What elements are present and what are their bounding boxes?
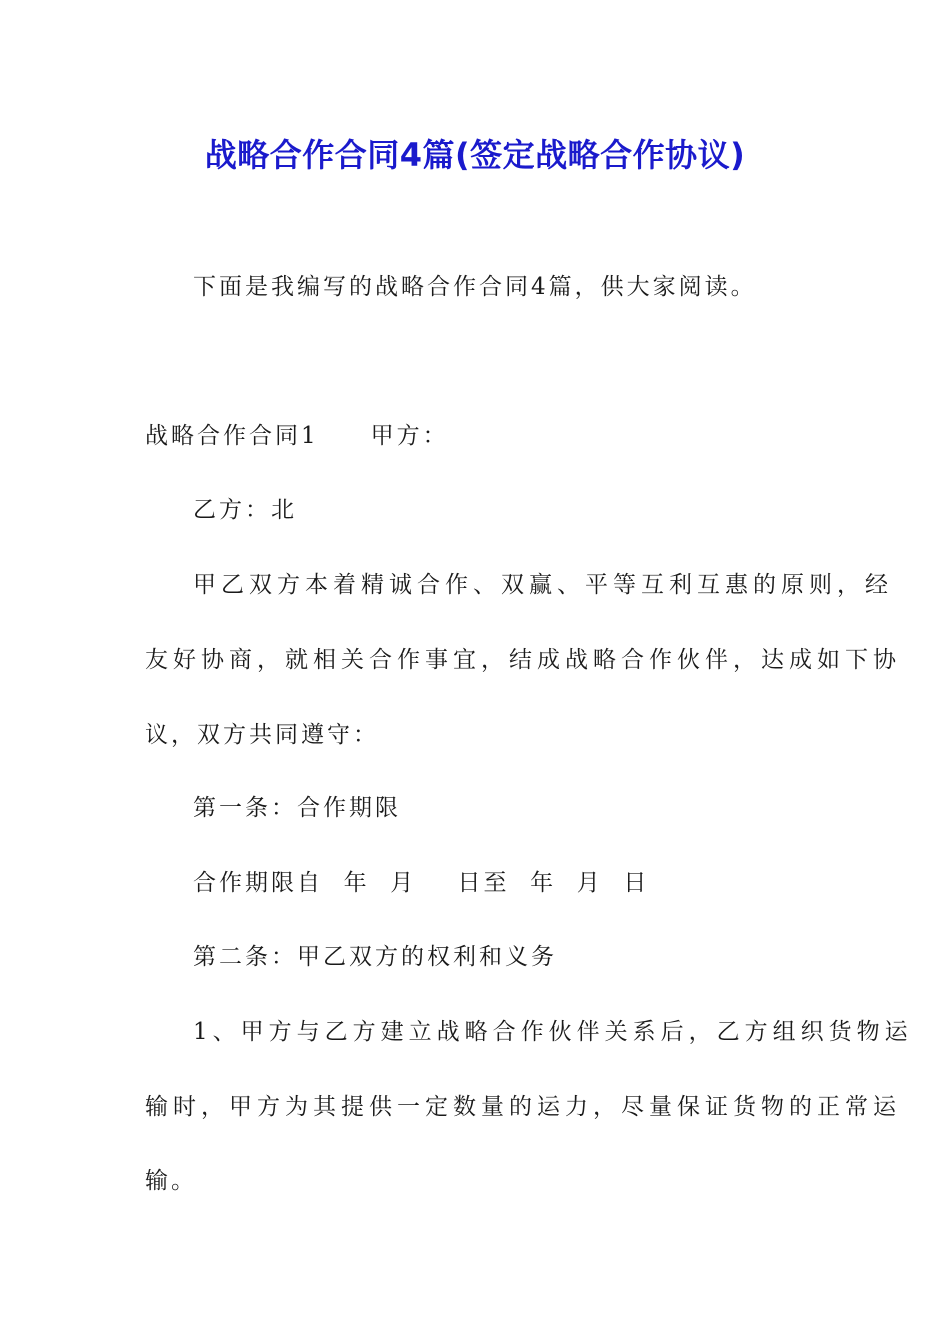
intro-line: 下面是我编写的战略合作合同4篇，供大家阅读。 bbox=[193, 274, 757, 300]
party-b-line: 乙方：北 bbox=[193, 497, 297, 523]
paragraph-line: 议，双方共同遵守： bbox=[145, 722, 379, 748]
article-heading-line: 第二条：甲乙双方的权利和义务 bbox=[193, 944, 557, 970]
term-line: 合作期限自 年 月 日至 年 月 日 bbox=[193, 870, 650, 896]
paragraph-line: 输。 bbox=[145, 1168, 197, 1194]
paragraph-line: 输时，甲方为其提供一定数量的运力，尽量保证货物的正常运 bbox=[145, 1094, 901, 1120]
paragraph-line: 甲乙双方本着精诚合作、双赢、平等互利互惠的原则，经 bbox=[193, 572, 893, 598]
paragraph-line: 友好协商，就相关合作事宜，结成战略合作伙伴，达成如下协 bbox=[145, 647, 901, 673]
article-heading-line: 第一条：合作期限 bbox=[193, 795, 401, 821]
document-title: 战略合作合同4篇(签定战略合作协议) bbox=[204, 136, 746, 174]
contract-heading-line: 战略合作合同1 甲方： bbox=[145, 423, 449, 449]
paragraph-line: 1、甲方与乙方建立战略合作伙伴关系后，乙方组织货物运 bbox=[193, 1019, 913, 1045]
